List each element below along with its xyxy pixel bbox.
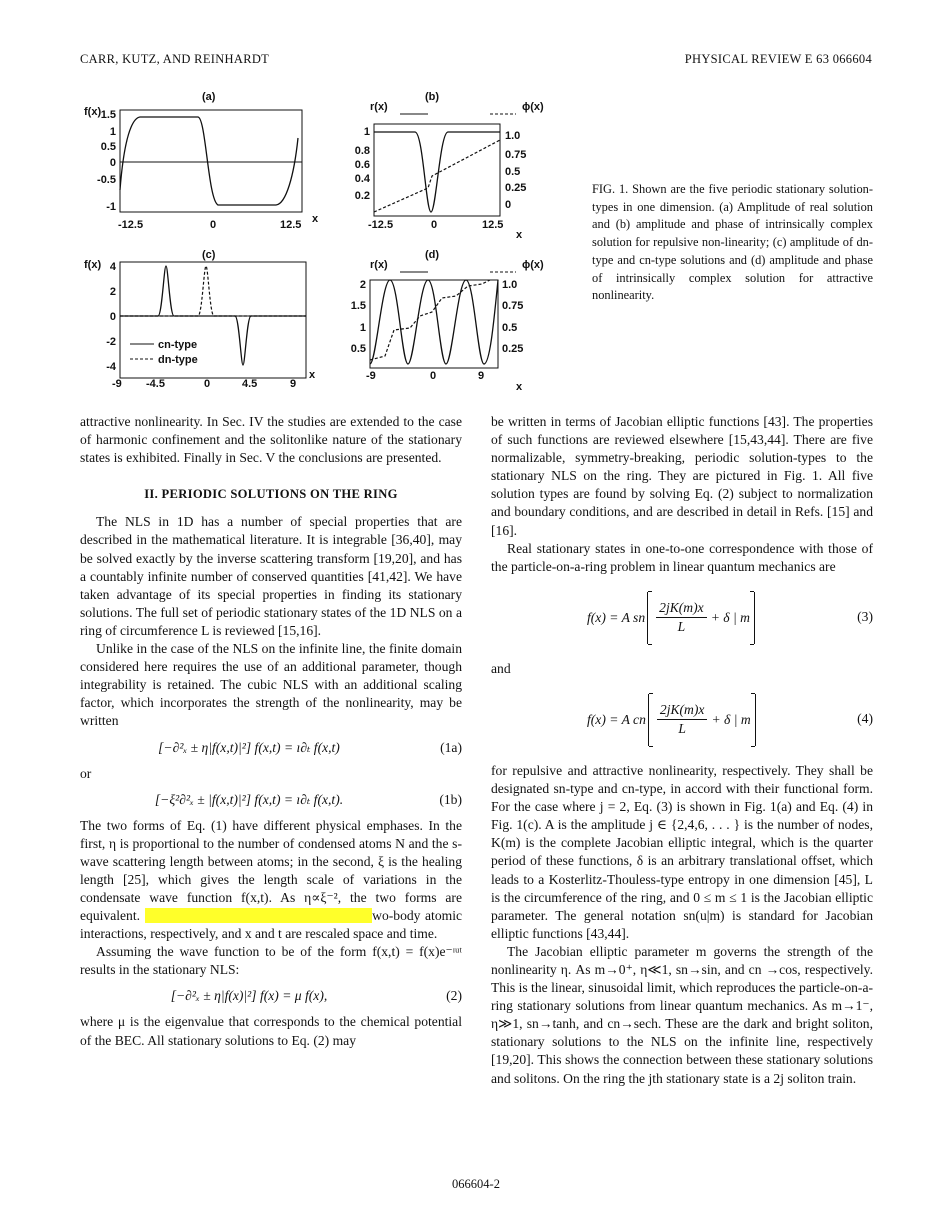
equation-4: f(x) = A cn $\frac{2jK(m)x}{L}$ + δ | m (4) <box>491 688 873 752</box>
paragraph: and <box>491 660 511 676</box>
svg-text:0: 0 <box>109 311 116 323</box>
svg-text:-4: -4 <box>106 361 116 373</box>
figure-1 <box>80 80 580 400</box>
panel-a-label: (a) <box>202 91 216 103</box>
svg-text:0.5: 0.5 <box>350 343 366 355</box>
highlight <box>145 908 373 923</box>
svg-text:-12.5: -12.5 <box>118 219 144 231</box>
panel-b-amplitude <box>374 132 500 212</box>
paragraph: or <box>80 765 92 781</box>
panel-b-legend-right: ϕ(x) <box>522 101 544 113</box>
svg-text:0.6: 0.6 <box>354 159 370 171</box>
svg-text:0.75: 0.75 <box>502 300 524 312</box>
svg-text:0.8: 0.8 <box>354 145 370 157</box>
panel-c-frame <box>120 262 306 378</box>
paragraph: The two forms of Eq. (1) have different physical emphases. In the first, η is proportional to the number of condensed atoms N and the s-wave scattering length between atoms; in the second, ξ is the healing length [25], which gives the length scale of variations in the condensate wave function f(x,t). As η∝ξ⁻², the two forms are equivalent. wo-body atomic interactions, respectively, and x and t are rescaled space and time. <box>80 817 463 942</box>
figure-1-plots <box>80 80 580 400</box>
svg-text:0: 0 <box>505 199 512 211</box>
paragraph: Assuming the wave function to be of the form f(x,t) = f(x)e⁻ᶦᵘᵗ results in the stationary NLS: <box>80 944 462 978</box>
panel-b-xlabel: x <box>516 229 523 241</box>
panel-b-legend-left: r(x) <box>370 101 388 113</box>
svg-text:-9: -9 <box>366 370 376 382</box>
svg-text:0.2: 0.2 <box>354 190 370 202</box>
svg-text:0: 0 <box>109 157 116 169</box>
svg-text:9: 9 <box>478 370 485 382</box>
svg-text:1.5: 1.5 <box>350 300 366 312</box>
panel-a-xlabel: x <box>312 213 319 225</box>
svg-text:2: 2 <box>109 286 116 298</box>
panel-c-label: (c) <box>202 249 216 261</box>
panel-c-dn <box>120 266 306 316</box>
svg-text:-0.5: -0.5 <box>97 174 116 186</box>
svg-text:-12.5: -12.5 <box>368 219 394 231</box>
svg-text:4: 4 <box>109 261 116 273</box>
svg-text:0: 0 <box>210 219 217 231</box>
equation-1b: [−ξ²∂²ₓ ± |f(x,t)|²] f(x,t) = ı∂ₜ f(x,t). (1b) <box>154 791 462 807</box>
svg-text:1.0: 1.0 <box>502 279 518 291</box>
panel-a-curve <box>120 117 298 205</box>
paragraph: Real stationary states in one-to-one correspondence with those of the particle-on-a-ring problem in linear quantum mechanics are <box>491 540 873 574</box>
panel-b-label: (b) <box>425 91 440 103</box>
equation-3: f(x) = A sn $\frac{2jK(m)x}{L}$ + δ | m (3) <box>491 586 873 650</box>
svg-text:0: 0 <box>430 370 437 382</box>
figure-caption: FIG. 1. Shown are the five periodic stationary solution-types in one dimension. (a) Amplitude of real solution and (b) amplitude and phase of intrinsically complex solution for repulsive non-linearity; (c) amplitude of dn-type and cn-type solutions and (d) amplitude and phase of intrinsically complex solution for attractive nonlinearity. <box>592 182 873 303</box>
svg-text:0.5: 0.5 <box>100 141 116 153</box>
panel-d-legend-right: ϕ(x) <box>522 259 544 271</box>
svg-text:1: 1 <box>363 126 370 138</box>
svg-text:0.5: 0.5 <box>502 322 518 334</box>
section-heading: II. PERIODIC SOLUTIONS ON THE RING <box>144 487 398 502</box>
svg-text:0: 0 <box>204 378 211 390</box>
svg-text:0.25: 0.25 <box>502 343 524 355</box>
left-column <box>80 413 462 1050</box>
svg-text:1: 1 <box>109 126 116 138</box>
svg-text:1.5: 1.5 <box>100 109 116 121</box>
page-number: 066604-2 <box>452 1177 500 1191</box>
panel-d-legend-left: r(x) <box>370 259 388 271</box>
svg-text:1.0: 1.0 <box>505 130 521 142</box>
svg-text:0: 0 <box>431 219 438 231</box>
paragraph: Unlike in the case of the NLS on the infinite line, the finite domain considered here requires the use of an additional parameter, though integrability is retained. The cubic NLS with an additional scaling factor, which incorporates the strength of the nonlinearity, may be written <box>80 641 462 729</box>
svg-text:0.5: 0.5 <box>505 166 521 178</box>
svg-text:0.75: 0.75 <box>505 149 527 161</box>
svg-text:12.5: 12.5 <box>280 219 302 231</box>
panel-a-ylabel: f(x) <box>84 106 102 118</box>
running-header-journal: PHYSICAL REVIEW E 63 066604 <box>684 52 872 66</box>
paragraph: The NLS in 1D has a number of special properties that are described in the mathematical literature. It is integrable [36,40], may be solved exactly by the inverse scattering transform [19,20], and has a countably infinite number of conserved quantities [41,42]. We have taken advantage of its special properties in finding its stationary solutions. The full set of periodic stationary states of the 1D NLS on a ring of circumference L is reviewed [15,16]. <box>80 514 462 638</box>
svg-text:0.4: 0.4 <box>354 173 370 185</box>
right-column <box>491 413 873 1088</box>
svg-text:-1: -1 <box>106 201 116 213</box>
paragraph: The Jacobian elliptic parameter m governs the strength of the nonlinearity η. As m→0⁺, η≪1, sn→sin, and cn →cos, respectively. This is the linear, sinusoidal limit, which reproduces the particle-on-a-ring stationary solutions from linear quantum mechanics. As m→1⁻, η≫1, sn→tanh, and cn→sech. These are the dark and bright soliton, stationary solutions to the NLS on the infinite line, respectively [19,20]. This shows the connection between these stationary solutions and solitons. On the ring the jth stationary state is a 2j soliton train. <box>491 943 873 1086</box>
panel-b-frame <box>374 124 500 216</box>
panel-a-frame <box>120 110 302 212</box>
svg-text:-9: -9 <box>112 378 122 390</box>
paragraph: be written in terms of Jacobian elliptic functions [43]. The properties of such functions are reviewed elsewhere [15,43,44]. There are five normalizable, symmetry-breaking, periodic solution-types to the stationary NLS on the ring. They are pictured in Fig. 1. All five solution types are found by solving Eq. (2) subject to normalization and boundary conditions, and are described in detail in Refs. [15] and [16]. <box>491 414 873 538</box>
panel-b-phase <box>374 140 500 212</box>
svg-text:4.5: 4.5 <box>242 378 258 390</box>
svg-text:9: 9 <box>290 378 297 390</box>
equation-2: [−∂²ₓ ± η|f(x)|²] f(x) = μ f(x), (2) <box>170 988 462 1004</box>
panel-d-phase <box>370 280 490 360</box>
svg-text:0.25: 0.25 <box>505 182 527 194</box>
svg-text:1: 1 <box>359 322 366 334</box>
paragraph: attractive nonlinearity. In Sec. IV the studies are extended to the case of harmonic confinement and the solitonlike nature of the stationary states is exhibited. Finally in Sec. V the conclusions are presented. <box>80 414 462 466</box>
svg-text:2: 2 <box>359 279 366 291</box>
running-header-authors: CARR, KUTZ, AND REINHARDT <box>80 52 270 66</box>
svg-text:-2: -2 <box>106 336 116 348</box>
panel-c-ylabel: f(x) <box>84 259 102 271</box>
panel-d-xlabel: x <box>516 381 523 393</box>
paragraph: where μ is the eigenvalue that corresponds to the chemical potential of the BEC. All stationary solutions to Eq. (2) may <box>80 1014 462 1048</box>
svg-text:12.5: 12.5 <box>482 219 504 231</box>
panel-d-amplitude <box>370 280 498 364</box>
paragraph: for repulsive and attractive nonlinearity, respectively. They shall be designated sn-type and cn-type, in accord with their functional form. For the case where j = 2, Eq. (3) is shown in Fig. 1(a) and Eq. (4) in Fig. 1(c). A is the amplitude j ∈ {2,4,6, . . . } is the number of nodes, K(m) is the complete Jacobian elliptic integral, which is the quarter period of these functions, δ is an arbitrary translational offset, which leads to a Kosterlitz-Thouless-type entropy in one dimension [45], L is the circumference of the ring, and 0 ≤ m ≤ 1 is the Jacobian elliptic parameter. The general notation sn(u|m) is standard for Jacobian elliptic functions [43,44]. <box>491 762 873 941</box>
panel-d-label: (d) <box>425 249 440 261</box>
equation-1a: [−∂²ₓ ± η|f(x,t)|²] f(x,t) = ı∂ₜ f(x,t) (1a) <box>158 739 462 755</box>
svg-text:-4.5: -4.5 <box>146 378 165 390</box>
panel-c-xlabel: x <box>309 369 316 381</box>
panel-c-legend-cn: cn-type <box>158 339 198 351</box>
panel-c-legend-dn: dn-type <box>158 354 198 366</box>
